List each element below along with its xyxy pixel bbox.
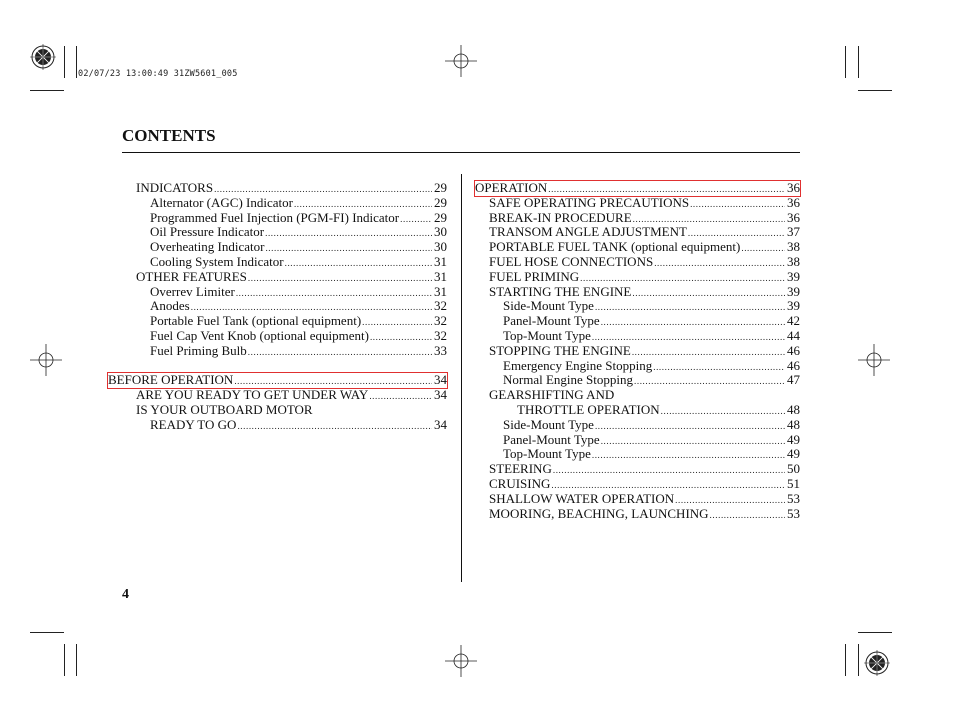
dot-leader <box>400 212 432 227</box>
toc-entry-page: 34 <box>434 387 447 403</box>
toc-entry-label: Anodes <box>150 298 190 314</box>
toc-entry-page: 39 <box>787 268 800 284</box>
dot-leader <box>710 508 785 523</box>
toc-entry[interactable] <box>475 240 800 255</box>
dot-leader <box>661 404 785 419</box>
registration-target-icon <box>864 650 890 676</box>
toc-entry[interactable] <box>475 314 800 329</box>
title-rule <box>122 152 800 153</box>
dot-leader <box>248 271 432 286</box>
toc-entry-label: Overheating Indicator <box>150 239 265 255</box>
toc-entry-page: 51 <box>787 475 800 491</box>
toc-entry[interactable] <box>122 314 447 329</box>
toc-entry-label: Panel-Mount Type <box>503 431 600 447</box>
toc-entry-page: 46 <box>787 342 800 358</box>
toc-entry-page: 48 <box>787 401 800 417</box>
toc-entry[interactable] <box>122 240 447 255</box>
crosshair-mark-icon <box>858 344 890 376</box>
crop-mark <box>76 46 77 78</box>
toc-entry-label: Cooling System Indicator <box>150 253 284 269</box>
toc-entry[interactable] <box>475 447 800 462</box>
print-timestamp: 02/07/23 13:00:49 31ZW5601_005 <box>78 69 238 79</box>
toc-entry[interactable] <box>122 270 447 285</box>
toc-entry-page: 29 <box>434 194 447 210</box>
toc-entry[interactable] <box>475 299 800 314</box>
toc-entry[interactable] <box>122 403 447 418</box>
toc-entry-page: 30 <box>434 224 447 240</box>
toc-entry-label: OPERATION <box>475 180 548 195</box>
toc-entry[interactable] <box>122 196 447 211</box>
toc-entry[interactable] <box>475 225 800 240</box>
toc-entry-page: 38 <box>787 253 800 269</box>
toc-entry[interactable] <box>475 270 800 285</box>
crop-mark <box>64 46 65 78</box>
dot-leader <box>653 360 785 375</box>
toc-entry-label: CRUISING <box>489 475 551 491</box>
toc-entry-page: 49 <box>787 446 800 462</box>
dot-leader <box>741 241 785 256</box>
toc-entry[interactable] <box>122 418 447 433</box>
toc-entry-label: THROTTLE OPERATION <box>517 401 660 417</box>
toc-entry[interactable] <box>475 492 800 507</box>
dot-leader <box>248 345 432 360</box>
dot-leader <box>237 419 432 434</box>
toc-entry-page: 31 <box>434 253 447 269</box>
toc-entry[interactable] <box>475 344 800 359</box>
toc-entry-label: Normal Engine Stopping <box>503 372 633 388</box>
dot-leader <box>265 241 432 256</box>
dot-leader <box>595 300 785 315</box>
dot-leader <box>595 419 785 434</box>
dot-leader <box>265 226 432 241</box>
toc-entry[interactable] <box>475 462 800 477</box>
registration-target-icon <box>30 44 56 70</box>
toc-entry-label: SAFE OPERATING PRECAUTIONS <box>489 194 690 210</box>
toc-entry[interactable] <box>475 507 800 522</box>
toc-entry[interactable] <box>475 329 800 344</box>
toc-entry-label: SHALLOW WATER OPERATION <box>489 490 675 506</box>
toc-entry-page: 32 <box>434 327 447 343</box>
crop-mark <box>845 46 846 78</box>
toc-entry-label: STEERING <box>489 461 552 477</box>
crop-mark <box>858 90 892 91</box>
toc-entry-label: GEARSHIFTING AND <box>489 387 615 403</box>
toc-entry-page: 39 <box>787 283 800 299</box>
toc-entry[interactable] <box>122 225 447 240</box>
toc-entry-label: PORTABLE FUEL TANK (optional equipment) <box>489 239 741 255</box>
toc-entry[interactable] <box>475 373 800 388</box>
toc-entry-page: 44 <box>787 327 800 343</box>
crop-mark <box>30 90 64 91</box>
toc-entry[interactable] <box>475 285 800 300</box>
toc-entry-page: 34 <box>434 372 447 388</box>
toc-entry[interactable] <box>122 211 447 226</box>
toc-entry-page: 47 <box>787 372 800 388</box>
toc-entry-label: Programmed Fuel Injection (PGM-FI) Indicator <box>150 209 400 225</box>
toc-entry-page: 34 <box>434 416 447 432</box>
toc-entry-page: 48 <box>787 416 800 432</box>
dot-leader <box>369 389 432 404</box>
toc-entry-label: Side-Mount Type <box>503 416 594 432</box>
page-title: CONTENTS <box>122 126 216 145</box>
toc-entry-label: Overrev Limiter <box>150 283 235 299</box>
toc-entry[interactable] <box>122 388 447 403</box>
dot-leader <box>236 286 432 301</box>
toc-entry-label: Alternator (AGC) Indicator <box>150 194 293 210</box>
dot-leader <box>690 197 785 212</box>
toc-entry-page: 29 <box>434 209 447 225</box>
toc-entry-label: FUEL HOSE CONNECTIONS <box>489 253 654 269</box>
dot-leader <box>654 256 785 271</box>
toc-entry[interactable] <box>122 181 447 196</box>
crop-mark <box>845 644 846 676</box>
toc-entry-label: FUEL PRIMING <box>489 268 580 284</box>
toc-entry[interactable] <box>122 329 447 344</box>
toc-left-column <box>108 180 447 433</box>
dot-leader <box>285 256 432 271</box>
toc-entry-page: 31 <box>434 268 447 284</box>
toc-section-heading[interactable] <box>475 181 800 196</box>
toc-entry-page: 49 <box>787 431 800 447</box>
toc-right-column <box>475 181 800 521</box>
toc-entry[interactable] <box>122 299 447 314</box>
toc-entry-page: 32 <box>434 298 447 314</box>
dot-leader <box>370 330 432 345</box>
toc-entry-page: 31 <box>434 283 447 299</box>
crop-mark <box>76 644 77 676</box>
toc-entry[interactable] <box>122 255 447 270</box>
toc-entry[interactable] <box>475 477 800 492</box>
toc-entry-page: 30 <box>434 239 447 255</box>
dot-leader <box>601 315 785 330</box>
dot-leader <box>362 315 432 330</box>
toc-entry[interactable] <box>475 418 800 433</box>
toc-entry-label: Side-Mount Type <box>503 298 594 314</box>
crop-mark <box>64 644 65 676</box>
toc-section-heading[interactable] <box>108 373 447 388</box>
dot-leader <box>592 448 785 463</box>
toc-entry-label: IS YOUR OUTBOARD MOTOR <box>136 401 313 417</box>
toc-entry-label: Portable Fuel Tank (optional equipment) <box>150 313 362 329</box>
dot-leader <box>632 345 785 360</box>
page-number: 4 <box>122 587 129 602</box>
toc-entry-page: 36 <box>787 180 800 195</box>
toc-entry-page: 37 <box>787 224 800 240</box>
dot-leader <box>634 374 785 389</box>
toc-entry-label: Oil Pressure Indicator <box>150 224 265 240</box>
toc-entry-label: OTHER FEATURES <box>136 268 247 284</box>
dot-leader <box>601 434 785 449</box>
toc-entry[interactable] <box>475 359 800 374</box>
crosshair-mark-icon <box>445 645 477 677</box>
toc-entry-label: READY TO GO <box>150 416 237 432</box>
toc-entry-page: 53 <box>787 490 800 506</box>
crosshair-mark-icon <box>445 45 477 77</box>
toc-entry-page: 39 <box>787 298 800 314</box>
toc-entry-page: 36 <box>787 194 800 210</box>
toc-entry[interactable] <box>475 196 800 211</box>
toc-entry-label: Panel-Mount Type <box>503 313 600 329</box>
toc-entry-label: Emergency Engine Stopping <box>503 357 653 373</box>
toc-entry-page: 33 <box>434 342 447 358</box>
column-divider <box>461 174 462 582</box>
toc-entry-label: INDICATORS <box>136 180 214 195</box>
toc-entry-label: ARE YOU READY TO GET UNDER WAY <box>136 387 369 403</box>
toc-entry-label: Fuel Priming Bulb <box>150 342 247 358</box>
crosshair-mark-icon <box>30 344 62 376</box>
crop-mark <box>858 644 859 676</box>
toc-entry-page: 53 <box>787 505 800 521</box>
toc-entry-label: Top-Mount Type <box>503 446 591 462</box>
toc-spacer <box>122 359 447 374</box>
dot-leader <box>632 286 785 301</box>
toc-entry-label: BEFORE OPERATION <box>108 372 234 388</box>
toc-entry[interactable] <box>475 255 800 270</box>
toc-entry-label: MOORING, BEACHING, LAUNCHING <box>489 505 709 521</box>
toc-entry[interactable] <box>122 344 447 359</box>
toc-entry[interactable] <box>122 285 447 300</box>
toc-entry-label: Top-Mount Type <box>503 327 591 343</box>
toc-entry-page: 46 <box>787 357 800 373</box>
toc-entry-label: STOPPING THE ENGINE <box>489 342 631 358</box>
toc-entry-page: 36 <box>787 209 800 225</box>
toc-entry-page: 32 <box>434 313 447 329</box>
toc-entry-page: 29 <box>434 180 447 195</box>
crop-mark <box>858 632 892 633</box>
crop-mark <box>858 46 859 78</box>
toc-entry-label: STARTING THE ENGINE <box>489 283 632 299</box>
toc-entry-page: 42 <box>787 313 800 329</box>
toc-entry-page: 50 <box>787 461 800 477</box>
dot-leader <box>553 463 785 478</box>
toc-entry[interactable] <box>475 388 800 403</box>
toc-entry-label: BREAK-IN PROCEDURE <box>489 209 632 225</box>
toc-entry-label: Fuel Cap Vent Knob (optional equipment) <box>150 327 369 343</box>
toc-entry[interactable] <box>475 403 800 418</box>
toc-entry-label: TRANSOM ANGLE ADJUSTMENT <box>489 224 687 240</box>
toc-entry[interactable] <box>475 433 800 448</box>
toc-entry[interactable] <box>475 211 800 226</box>
toc-entry-page: 38 <box>787 239 800 255</box>
crop-mark <box>30 632 64 633</box>
